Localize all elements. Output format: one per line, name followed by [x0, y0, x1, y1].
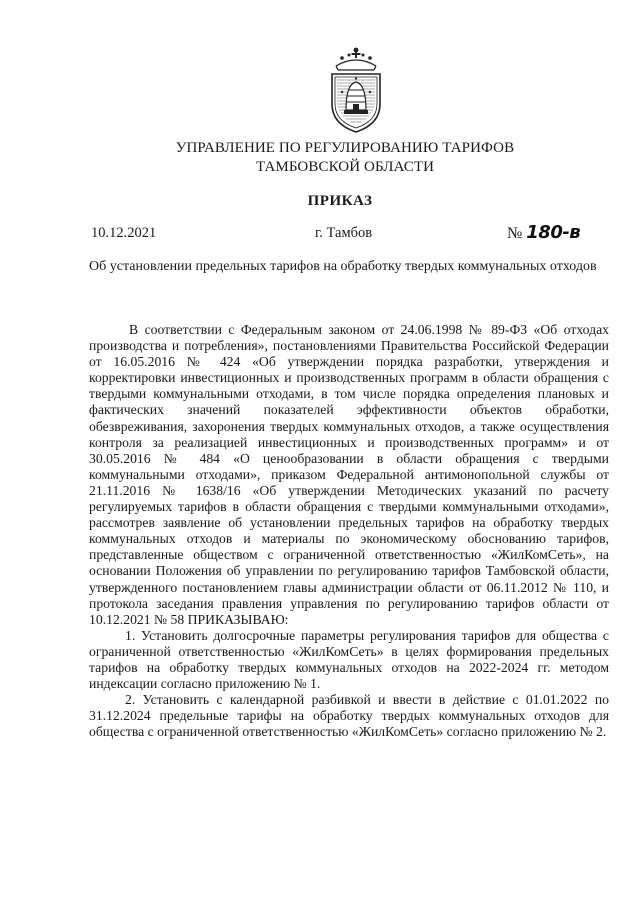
issuing-authority [0, 139, 640, 177]
order-item-1: 1. Установить долгосрочные параметры регулирования тарифов для общества с ограниченной ответственностью «ЖилКомСеть» в целях формирования предельных тарифов на обработку твердых коммунальных отходов на 2022-2024 гг. методом индексации согласно приложению № 1. [89, 627, 609, 692]
document-city: г. Тамбов [315, 225, 373, 241]
number-sign: № [507, 225, 523, 242]
tambov-coat-of-arms-emblem [322, 44, 390, 134]
order-item-2: 2. Установить с календарной разбивкой и ввести в действие с 01.01.2022 по 31.12.2024 предельные тарифы на обработку твердых коммунальных отходов для общества с ограниченной ответственностью «ЖилКомСеть» согласно приложению № 2. [89, 692, 609, 740]
handwritten-number: 180-в [526, 222, 581, 243]
authority-line-2: ТАМБОВСКОЙ ОБЛАСТИ [255, 159, 435, 175]
document-subject: Об установлении предельных тарифов на обработку твердых коммунальных отходов [89, 259, 597, 274]
document-number [507, 222, 580, 243]
authority-line-1: УПРАВЛЕНИЕ ПО РЕГУЛИРОВАНИЮ ТАРИФОВ [175, 140, 515, 156]
document-date: 10.12.2021 [91, 225, 157, 241]
document-body [89, 322, 609, 740]
document-title: ПРИКАЗ [307, 193, 373, 209]
preamble-paragraph: В соответствии с Федеральным законом от 24.06.1998 № 89-ФЗ «Об отходах производства и потребления», постановлениями Правительства Российской Федерации от 16.05.2016 № 424 «Об утверждении порядка разработки, утверждения и корректировки инвестиционных и производственных программ в области обращения с твердыми коммунальными отходами, в том числе порядка определения плановых и фактических значений показателей эффективности объектов обработки, обезвреживания, захоронения твердых коммунальных отходов, а также осуществления контроля за реализацией инвестиционных и производственных программ» и от 30.05.2016 № 484 «О ценообразовании в области обращения с твердыми коммунальными отходами», приказом Федеральной антимонопольной службы от 21.11.2016 № 1638/16 «Об утверждении Методических указаний по расчету регулируемых тарифов в области обращения с твердыми коммунальными отходами», рассмотрев заявление об установлении предельных тарифов на обработку твердых коммунальных отходов и материалы по экономическому обоснованию тарифов, представленные обществом с ограниченной ответственностью «ЖилКомСеть», на основании Положения об управлении по регулированию тарифов Тамбовской области, утвержденного постановлением главы администрации области от 06.11.2012 № 110, и протокола заседания правления управления по регулированию тарифов области от 10.12.2021 № 58 ПРИКАЗЫВАЮ: [89, 322, 609, 627]
